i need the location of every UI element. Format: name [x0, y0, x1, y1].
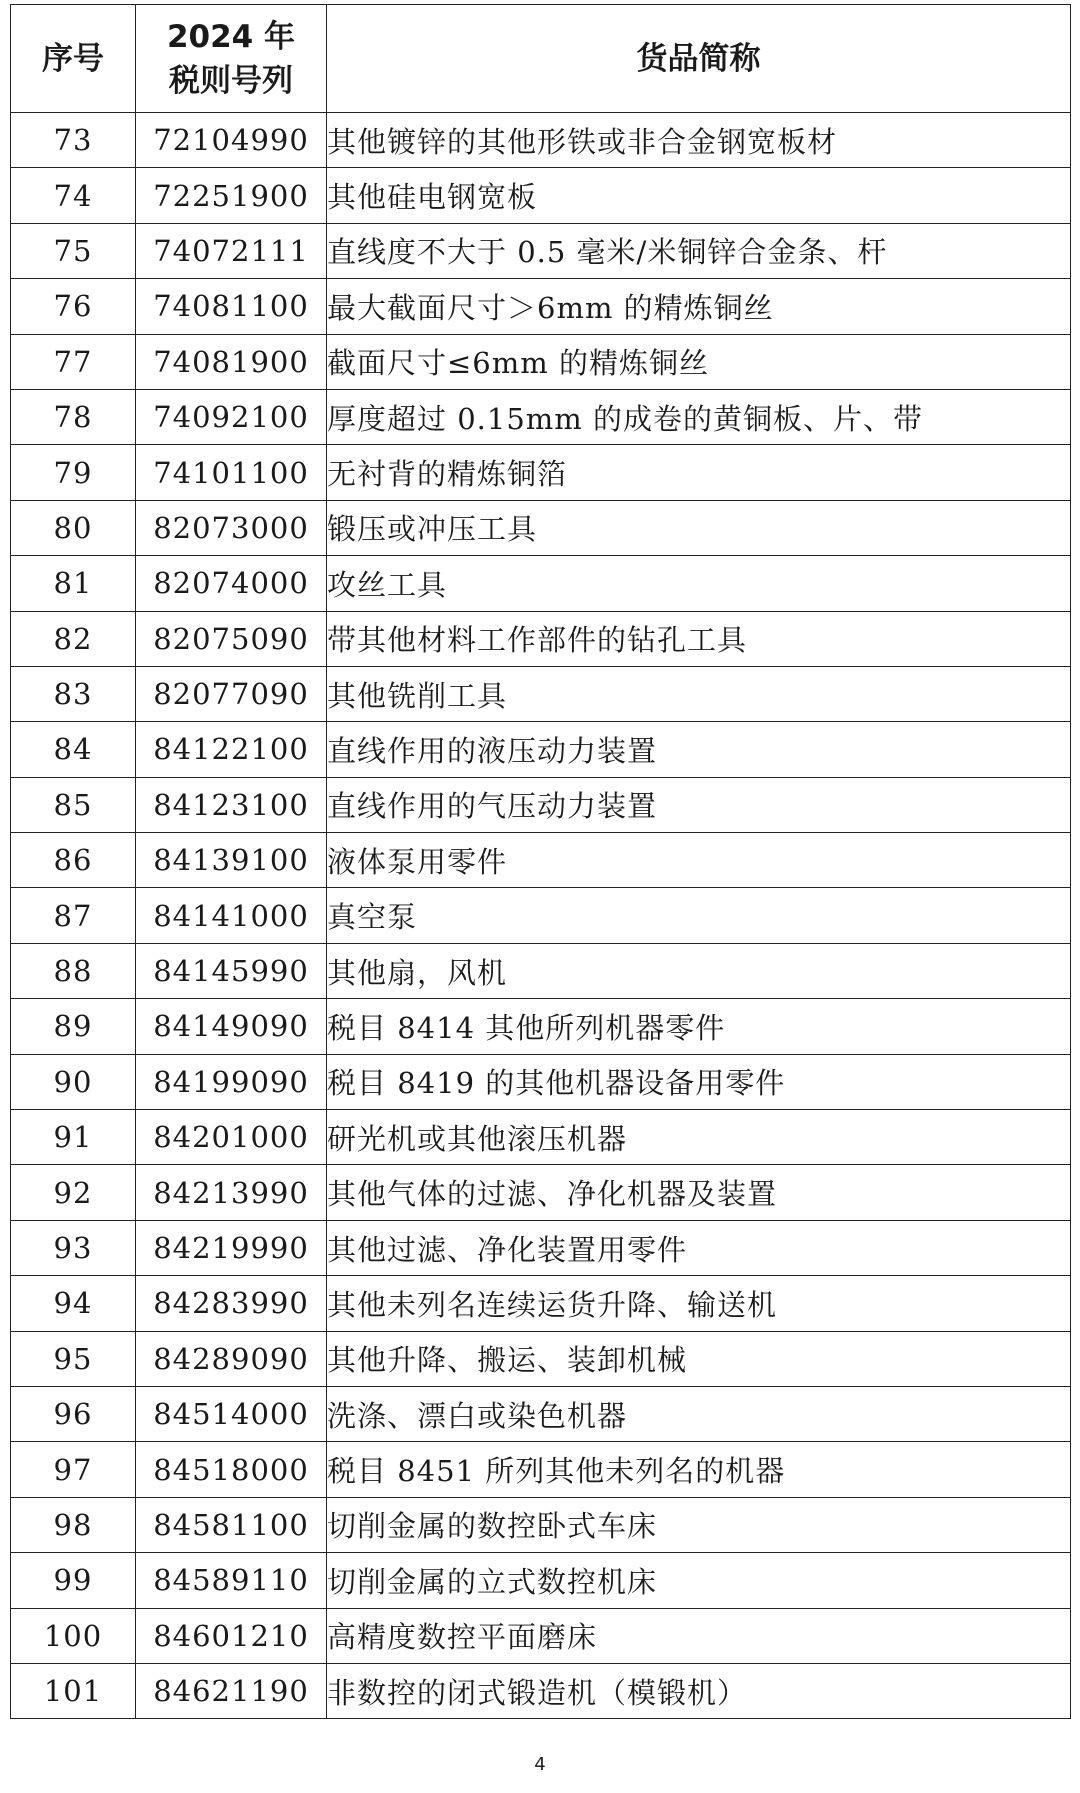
cell-tariff-code: 84514000 [136, 1386, 327, 1441]
cell-seq: 92 [11, 1165, 136, 1220]
cell-tariff-code: 82077090 [136, 666, 327, 721]
table-row [11, 1386, 1071, 1441]
table-row [11, 1165, 1071, 1220]
cell-seq: 88 [11, 943, 136, 998]
goods-table [10, 4, 1071, 1719]
table-row [11, 666, 1071, 721]
cell-goods-name: 税目 8414 其他所列机器零件 [327, 999, 1071, 1054]
cell-tariff-code: 74072111 [136, 223, 327, 278]
table-row [11, 888, 1071, 943]
cell-tariff-code: 84518000 [136, 1442, 327, 1497]
cell-seq: 96 [11, 1386, 136, 1441]
cell-seq: 85 [11, 777, 136, 832]
header-tariff-code-line1: 2024 年 [166, 18, 296, 55]
cell-tariff-code: 84199090 [136, 1054, 327, 1109]
cell-seq: 86 [11, 833, 136, 888]
cell-tariff-code: 84122100 [136, 722, 327, 777]
cell-tariff-code: 84289090 [136, 1331, 327, 1386]
table-row [11, 943, 1071, 998]
cell-goods-name: 其他铣削工具 [327, 666, 1071, 721]
header-tariff-code-line2: 税则号列 [169, 62, 293, 99]
cell-tariff-code: 74081100 [136, 279, 327, 334]
cell-seq: 76 [11, 279, 136, 334]
cell-goods-name: 其他镀锌的其他形铁或非合金钢宽板材 [327, 113, 1071, 168]
cell-seq: 81 [11, 556, 136, 611]
table-row [11, 113, 1071, 168]
table-row [11, 556, 1071, 611]
cell-goods-name: 厚度超过 0.15mm 的成卷的黄铜板、片、带 [327, 389, 1071, 444]
cell-goods-name: 直线作用的液压动力装置 [327, 722, 1071, 777]
table-row [11, 1442, 1071, 1497]
cell-tariff-code: 84601210 [136, 1608, 327, 1663]
cell-seq: 90 [11, 1054, 136, 1109]
table-row [11, 1608, 1071, 1663]
cell-tariff-code: 82074000 [136, 556, 327, 611]
cell-goods-name: 其他气体的过滤、净化机器及装置 [327, 1165, 1071, 1220]
table-row [11, 1054, 1071, 1109]
cell-goods-name: 真空泵 [327, 888, 1071, 943]
cell-tariff-code: 84589110 [136, 1553, 327, 1608]
cell-goods-name: 液体泵用零件 [327, 833, 1071, 888]
page-number: 4 [534, 1754, 546, 1775]
cell-seq: 95 [11, 1331, 136, 1386]
header-row [11, 5, 1071, 113]
cell-seq: 89 [11, 999, 136, 1054]
cell-goods-name: 其他过滤、净化装置用零件 [327, 1220, 1071, 1275]
cell-goods-name: 截面尺寸≤6mm 的精炼铜丝 [327, 334, 1071, 389]
cell-tariff-code: 84201000 [136, 1110, 327, 1165]
cell-goods-name: 攻丝工具 [327, 556, 1071, 611]
table-row [11, 500, 1071, 555]
cell-tariff-code: 84219990 [136, 1220, 327, 1275]
cell-seq: 82 [11, 611, 136, 666]
cell-goods-name: 其他未列名连续运货升降、输送机 [327, 1276, 1071, 1331]
goods-table-container [10, 4, 1070, 1719]
cell-goods-name: 直线作用的气压动力装置 [327, 777, 1071, 832]
cell-seq: 99 [11, 1553, 136, 1608]
cell-tariff-code: 74081900 [136, 334, 327, 389]
cell-seq: 87 [11, 888, 136, 943]
table-row [11, 833, 1071, 888]
header-tariff-code [136, 5, 327, 113]
cell-tariff-code: 74101100 [136, 445, 327, 500]
table-row [11, 611, 1071, 666]
cell-seq: 74 [11, 168, 136, 223]
cell-seq: 80 [11, 500, 136, 555]
cell-seq: 100 [11, 1608, 136, 1663]
cell-goods-name: 切削金属的数控卧式车床 [327, 1497, 1071, 1552]
cell-goods-name: 洗涤、漂白或染色机器 [327, 1386, 1071, 1441]
table-row [11, 1663, 1071, 1718]
cell-goods-name: 其他硅电钢宽板 [327, 168, 1071, 223]
cell-goods-name: 其他升降、搬运、装卸机械 [327, 1331, 1071, 1386]
cell-tariff-code: 84123100 [136, 777, 327, 832]
cell-seq: 97 [11, 1442, 136, 1497]
table-row [11, 1553, 1071, 1608]
table-row [11, 1220, 1071, 1275]
table-row [11, 1276, 1071, 1331]
table-row [11, 223, 1071, 278]
cell-tariff-code: 82075090 [136, 611, 327, 666]
cell-goods-name: 无衬背的精炼铜箔 [327, 445, 1071, 500]
cell-seq: 84 [11, 722, 136, 777]
cell-seq: 101 [11, 1663, 136, 1718]
table-row [11, 1331, 1071, 1386]
cell-goods-name: 税目 8419 的其他机器设备用零件 [327, 1054, 1071, 1109]
cell-goods-name: 税目 8451 所列其他未列名的机器 [327, 1442, 1071, 1497]
table-row [11, 389, 1071, 444]
table-row [11, 168, 1071, 223]
cell-goods-name: 带其他材料工作部件的钻孔工具 [327, 611, 1071, 666]
cell-seq: 77 [11, 334, 136, 389]
table-row [11, 1497, 1071, 1552]
table-header [11, 5, 1071, 113]
header-goods-name: 货品简称 [327, 5, 1071, 113]
cell-tariff-code: 82073000 [136, 500, 327, 555]
cell-seq: 75 [11, 223, 136, 278]
cell-tariff-code: 72251900 [136, 168, 327, 223]
cell-tariff-code: 84621190 [136, 1663, 327, 1718]
cell-goods-name: 非数控的闭式锻造机（模锻机） [327, 1663, 1071, 1718]
cell-tariff-code: 84283990 [136, 1276, 327, 1331]
cell-seq: 91 [11, 1110, 136, 1165]
cell-seq: 93 [11, 1220, 136, 1275]
cell-tariff-code: 74092100 [136, 389, 327, 444]
cell-seq: 73 [11, 113, 136, 168]
table-row [11, 722, 1071, 777]
cell-tariff-code: 72104990 [136, 113, 327, 168]
cell-goods-name: 切削金属的立式数控机床 [327, 1553, 1071, 1608]
cell-tariff-code: 84213990 [136, 1165, 327, 1220]
cell-seq: 94 [11, 1276, 136, 1331]
cell-tariff-code: 84145990 [136, 943, 327, 998]
table-row [11, 445, 1071, 500]
table-body [11, 113, 1071, 1719]
table-row [11, 777, 1071, 832]
table-row [11, 999, 1071, 1054]
cell-seq: 83 [11, 666, 136, 721]
cell-goods-name: 其他扇，风机 [327, 943, 1071, 998]
cell-goods-name: 高精度数控平面磨床 [327, 1608, 1071, 1663]
cell-tariff-code: 84149090 [136, 999, 327, 1054]
header-seq: 序号 [11, 5, 136, 113]
cell-tariff-code: 84581100 [136, 1497, 327, 1552]
cell-seq: 78 [11, 389, 136, 444]
cell-tariff-code: 84139100 [136, 833, 327, 888]
cell-goods-name: 最大截面尺寸＞6mm 的精炼铜丝 [327, 279, 1071, 334]
cell-seq: 79 [11, 445, 136, 500]
cell-goods-name: 直线度不大于 0.5 毫米/米铜锌合金条、杆 [327, 223, 1071, 278]
cell-tariff-code: 84141000 [136, 888, 327, 943]
table-row [11, 279, 1071, 334]
cell-goods-name: 锻压或冲压工具 [327, 500, 1071, 555]
table-row [11, 1110, 1071, 1165]
cell-goods-name: 研光机或其他滚压机器 [327, 1110, 1071, 1165]
cell-seq: 98 [11, 1497, 136, 1552]
table-row [11, 334, 1071, 389]
